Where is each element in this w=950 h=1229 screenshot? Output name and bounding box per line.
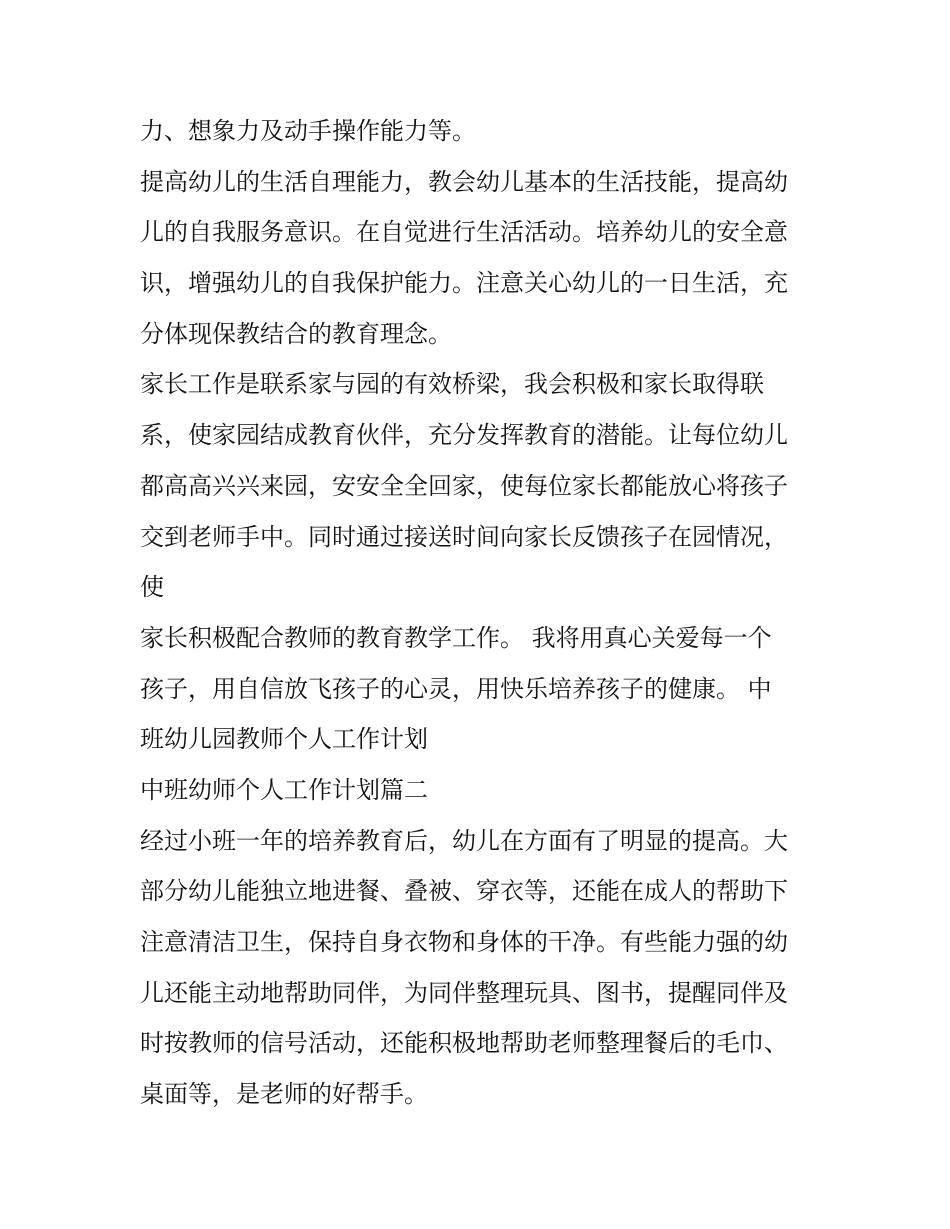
text-line: 交到老师手中。同时通过接送时间向家长反馈孩子在园情况，: [140, 522, 788, 551]
text-line: 部分幼儿能独立地进餐、叠被、穿衣等，还能在成人的帮助下: [140, 877, 788, 906]
text-line: 孩子，用自信放飞孩子的心灵，用快乐培养孩子的健康。 中: [140, 674, 772, 703]
text-line: 提高幼儿的生活自理能力，教会幼儿基本的生活技能，提高幼: [140, 167, 788, 196]
text-line: 儿的自我服务意识。在自觉进行生活活动。培养幼儿的安全意: [140, 218, 788, 247]
text-line: 识，增强幼儿的自我保护能力。注意关心幼儿的一日生活，充: [140, 269, 788, 298]
section-heading: 中班幼师个人工作计划篇二: [140, 775, 428, 804]
text-line: 家长积极配合教师的教育教学工作。 我将用真心关爱每一个: [140, 623, 772, 652]
text-line: 时按教师的信号活动，还能积极地帮助老师整理餐后的毛巾、: [140, 1029, 788, 1058]
text-line: 经过小班一年的培养教育后，幼儿在方面有了明显的提高。大: [140, 826, 788, 855]
text-line: 注意清洁卫生，保持自身衣物和身体的干净。有些能力强的幼: [140, 928, 788, 956]
text-line: 桌面等，是老师的好帮手。: [140, 1080, 428, 1109]
text-line: 系，使家园结成教育伙伴，充分发挥教育的潜能。让每位幼儿: [140, 421, 788, 450]
text-line: 分体现保教结合的教育理念。: [140, 319, 452, 348]
document-body: [140, 106, 820, 1120]
text-line: 班幼儿园教师个人工作计划: [140, 725, 428, 754]
text-line: 家长工作是联系家与园的有效桥梁，我会积极和家长取得联: [140, 370, 764, 399]
text-line: 力、想象力及动手操作能力等。: [140, 117, 476, 145]
text-line: 都高高兴兴来园，安安全全回家，使每位家长都能放心将孩子: [140, 471, 788, 500]
text-line: 使: [140, 573, 164, 602]
text-line: 儿还能主动地帮助同伴，为同伴整理玩具、图书，提醒同伴及: [140, 978, 788, 1007]
